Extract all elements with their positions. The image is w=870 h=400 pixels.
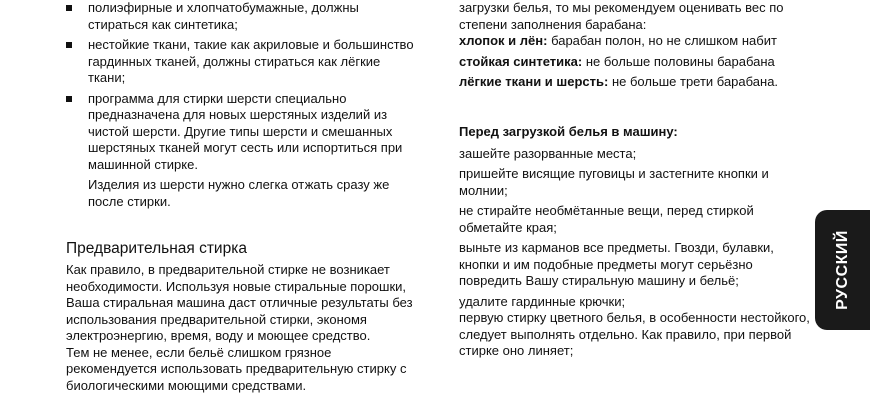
bullet-icon	[66, 5, 72, 11]
load-item-label: лёгкие ткани и шерсть:	[459, 74, 609, 89]
prewash-paragraph: Как правило, в предварительной стирке не возникает необходимости. Используя новые стиральные порошки, Ваша стиральная машина даст отличные результаты без использования предварительной стирки, экономя электроэнергию, время, воду и моющее средство.	[66, 262, 413, 343]
left-column	[66, 0, 416, 394]
list-item-text: программа для стирки шерсти специально предназначена для новых шерстяных изделий из чистой шерсти. Другие типы шерсти и смешанных шерстяных тканей могут сесть или испортиться при машинной стирке.	[88, 90, 403, 172]
list-item-text: нестойкие ткани, такие как акриловые и большинство гардинных тканей, должны стираться как лёгкие ткани;	[88, 37, 414, 85]
load-item-cotton	[459, 33, 811, 50]
wool-note: Изделия из шерсти нужно слегка отжать сразу же после стирки.	[88, 177, 390, 209]
fabric-type-list	[66, 0, 416, 173]
step-item: удалите гардинные крючки;	[459, 293, 626, 309]
load-item-text: не больше трети барабана.	[608, 74, 779, 89]
load-item-label: стойкая синтетика:	[459, 53, 583, 69]
right-column	[459, 0, 811, 360]
list-item	[66, 91, 416, 174]
prewash-paragraph-2: Тем не менее, если бельё слишком грязное рекомендуется использовать предварительную стирку с биологическими моющими средствами.	[66, 344, 407, 393]
bullet-icon	[66, 96, 72, 102]
language-tab-label: РУССКИЙ	[833, 230, 851, 310]
load-item-synthetics	[459, 54, 811, 71]
step-item: пришейте висящие пуговицы и застегните кнопки и молнии;	[459, 166, 769, 198]
list-item	[66, 37, 416, 87]
before-loading-heading: Перед загрузкой белья в машину:	[459, 123, 678, 139]
step-item: первую стирку цветного белья, в особенности нестойкого, следует выполнять отдельно. Как правило, при первой стирке оно линяет;	[459, 310, 810, 358]
step-item: зашейте разорванные места;	[459, 145, 637, 161]
list-item-text: полиэфирные и хлопчатобумажные, должны стираться как синтетика;	[88, 0, 359, 32]
prewash-heading: Предварительная стирка	[66, 240, 247, 257]
language-tab	[815, 210, 870, 330]
step-item: не стирайте необмётанные вещи, перед стиркой обметайте края;	[459, 203, 754, 235]
step-item: выньте из карманов все предметы. Гвозди, булавки, кнопки и им подобные предметы могут серьёзно повредить Вашу стиральную машину и бельё;	[459, 240, 774, 288]
load-item-label: хлопок и лён:	[459, 33, 548, 48]
list-item	[66, 0, 416, 33]
load-intro: загрузки белья, то мы рекомендуем оценивать вес по степени заполнения барабана:	[459, 0, 784, 32]
load-item-text: не больше половины барабана	[582, 53, 775, 69]
load-item-text: барабан полон, но не слишком набит	[547, 33, 777, 48]
load-item-delicates	[459, 74, 811, 91]
bullet-icon	[66, 42, 72, 48]
